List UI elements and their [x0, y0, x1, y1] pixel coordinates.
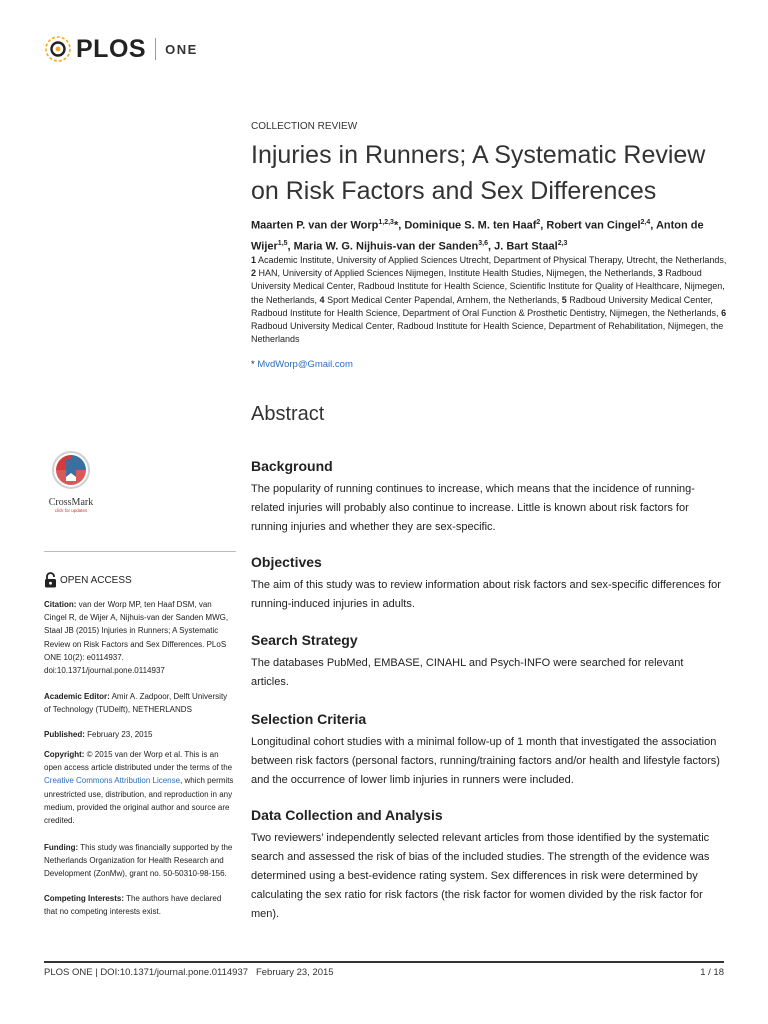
copyright-text-cont: , which permits unrestricted use, distribution, and reproduction in any medium, provided the original author and source are credited. [44, 776, 234, 826]
author-list [251, 214, 731, 255]
published-text: February 23, 2015 [84, 730, 153, 739]
editor-block [44, 690, 236, 716]
author-affiliation-ref[interactable]: 2,4 [640, 219, 651, 226]
author-separator: , [540, 219, 547, 232]
crossmark-badge[interactable] [46, 450, 96, 513]
author-affiliation-ref[interactable]: 2 [536, 219, 541, 226]
author-separator: , [287, 240, 294, 253]
footer-citation: PLOS ONE | DOI:10.1371/journal.pone.0114937 February 23, 2015 [44, 967, 334, 978]
citation-block [44, 598, 236, 677]
article-type: COLLECTION REVIEW [251, 121, 358, 132]
affiliation: Academic Institute, University of Applied Sciences Utrecht, Department of Physical Therapy, Utrecht, the Netherlands, [258, 255, 727, 265]
affiliation: HAN, University of Applied Sciences Nijmegen, Institute Health Studies, Nijmegen, the Netherlands, [258, 268, 658, 279]
section-heading-data: Data Collection and Analysis [251, 807, 443, 823]
editor-text: Amir A. Zadpoor, Delft University of Technology (TUDelft), NETHERLANDS [44, 692, 228, 715]
footer-divider [44, 961, 724, 963]
license-link[interactable]: Creative Commons Attribution License [44, 776, 181, 786]
author: Anton de Wijer [251, 219, 704, 253]
funding-block [44, 841, 236, 881]
author: J. Bart Staal [494, 240, 558, 253]
subjournal-name: ONE [165, 41, 198, 57]
affiliation-list [251, 254, 731, 346]
funding-label: Funding: [44, 843, 79, 852]
email-link[interactable]: MvdWorp@Gmail.com [257, 359, 353, 370]
citation-text: van der Worp MP, ten Haaf DSM, van Cingel R, de Wijer A, Nijhuis-van der Sanden MWG, Staal JB (2015) Injuries in Runners; A Systematic Review on Risk Factors and Sex Differences. PLoS ONE 10(2): e0114937. doi:10.1371/journal.pone.0114937 [44, 600, 229, 676]
logo-divider [155, 38, 156, 60]
copyright-text: © 2015 van der Worp et al. This is an open access article distributed under the terms of the [44, 750, 233, 773]
author-affiliation-ref[interactable]: 1,2,3 [378, 219, 394, 226]
author-separator: , [487, 240, 495, 253]
copyright-block [44, 748, 236, 827]
affiliation-number: 6 [721, 307, 727, 318]
affiliation-number: 2 [251, 268, 257, 279]
affiliation-number: 4 [319, 294, 325, 305]
section-heading-objectives: Objectives [251, 554, 322, 570]
open-access-badge [44, 572, 132, 588]
affiliation-number: 1 [251, 255, 257, 265]
affiliation-number: 3 [657, 268, 663, 279]
author-affiliation-ref[interactable]: 2,3 [557, 239, 568, 247]
corresponding-star: * [251, 359, 255, 370]
open-access-label: OPEN ACCESS [60, 574, 132, 586]
crossmark-sublabel: click for updates [54, 508, 88, 513]
open-lock-icon [44, 572, 57, 588]
section-text-objectives: The aim of this study was to review information about risk factors and sex-specific differences for running-induced injuries in adults. [251, 579, 721, 610]
affiliation: Radboud University Medical Center, Radboud Institute for Health Science, Department of Oral Function & Prosthetic Dentistry, Nijmegen, the Netherlands, [251, 294, 722, 318]
section-heading-selection: Selection Criteria [251, 711, 367, 727]
author: Maria W. G. Nijhuis-van der Sanden [293, 240, 479, 253]
published-block [44, 728, 236, 741]
editor-label: Academic Editor: [44, 692, 110, 701]
sidebar-divider [44, 551, 236, 552]
section-text-selection: Longitudinal cohort studies with a minimal follow-up of 1 month that investigated the association between risk factors (personal factors, running/training factors and/or health and lifestyle factors) and the occurrence of lower limb injuries in runners were included. [251, 736, 720, 786]
affiliation: Radboud University Medical Center, Radboud Institute for Health Science, Scientific Institute for Quality of Healthcare, Nijmegen, the Netherlands, [251, 268, 725, 305]
section-heading-search: Search Strategy [251, 632, 358, 648]
citation-label: Citation: [44, 600, 77, 609]
copyright-label: Copyright: [44, 750, 85, 759]
journal-name: PLOS [76, 34, 147, 63]
plos-logo-icon [44, 35, 72, 63]
author-affiliation-ref[interactable]: 3,6 [478, 239, 488, 247]
competing-interests-block [44, 892, 236, 918]
article-title: Injuries in Runners; A Systematic Review on Risk Factors and Sex Differences [251, 141, 706, 205]
corresponding-email [251, 359, 353, 370]
section-heading-background: Background [251, 458, 333, 474]
crossmark-icon [46, 450, 96, 490]
published-label: Published: [44, 730, 85, 739]
affiliation: Sport Medical Center Papendal, Arnhem, the Netherlands, [327, 294, 562, 305]
author: Maarten P. van der Worp [251, 219, 379, 232]
competing-interests-label: Competing Interests: [44, 894, 125, 903]
abstract-heading: Abstract [251, 403, 325, 425]
section-text-background: The popularity of running continues to increase, which means that the incidence of running-related injuries will probably also continue to increase. Little is known about risk factors for running injuries and whether they are sex-specific. [251, 483, 695, 533]
author: Robert van Cingel [546, 219, 641, 232]
page-number: 1 / 18 [700, 967, 724, 978]
plos-one-logo[interactable] [44, 34, 198, 64]
affiliation-number: 5 [561, 294, 567, 305]
author-separator: , [650, 219, 656, 232]
section-text-data: Two reviewers’ independently selected relevant articles from those identified by the systematic search and assessed the risk of bias of the included studies. The strength of the evidence was determined using a best-evidence rating system. Sex differences in risk were determined by calculating the sex ratio for risk factors (the risk factor for women divided by the risk factor for men). [251, 832, 710, 920]
author-affiliation-ref[interactable]: 1,5 [277, 239, 288, 247]
section-text-search: The databases PubMed, EMBASE, CINAHL and Psych-INFO were searched for relevant articles. [251, 657, 684, 688]
affiliation: Radboud University Medical Center, Radboud Institute for Health Science, Department of Rehabilitation, Nijmegen, the Netherlands [251, 321, 724, 345]
competing-interests-text: The authors have declared that no competing interests exist. [44, 894, 222, 917]
author: Dominique S. M. ten Haaf [404, 219, 537, 232]
funding-text: This study was financially supported by the Netherlands Organization for Health Research and Development (ZonMw), grant no. 50-50310-98-156. [44, 843, 233, 879]
crossmark-label: CrossMark [48, 497, 94, 508]
author-separator: *, [393, 219, 405, 232]
